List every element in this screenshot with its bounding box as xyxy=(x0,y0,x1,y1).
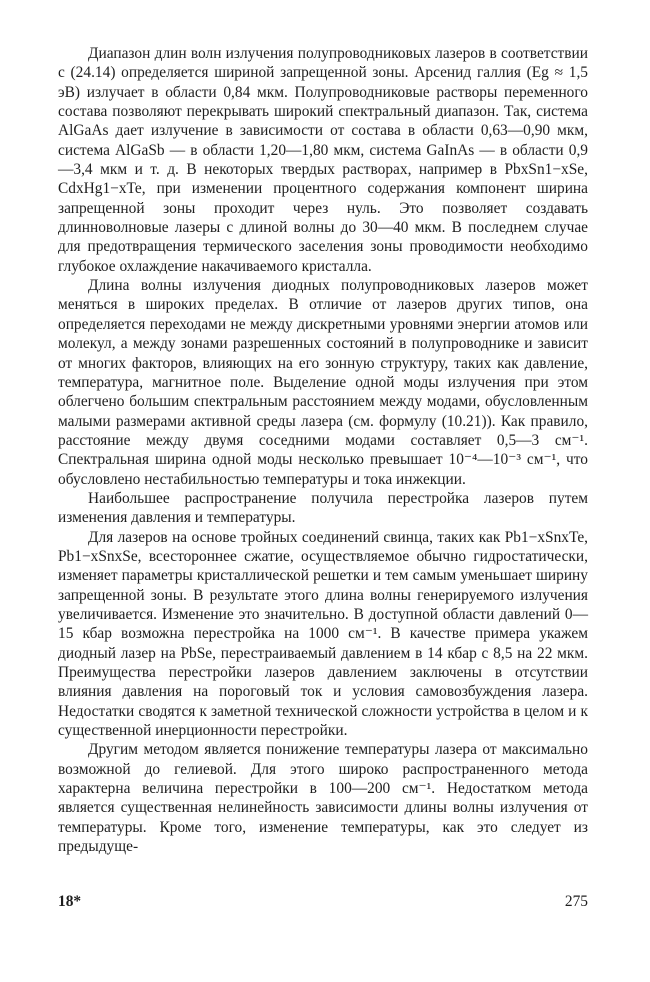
book-page xyxy=(58,44,588,964)
paragraph-temperature-tuning: Другим методом является понижение температуры лазера от максимально возможной до гелиевой. Для этого широко распространенного метода характерна величина перестройки в 100—200 см⁻¹. Недостатком метода является существенная нелинейность зависимости длины волны излучения от температуры. Кроме того, изменение температуры, как это следует из предыдуще- xyxy=(58,741,588,856)
page-footer xyxy=(58,892,588,912)
paragraph-pressure-tuning: Для лазеров на основе тройных соединений свинца, таких как Pb1−xSnxTe, Pb1−xSnxSe, всестороннее сжатие, осуществляемое обычно гидростатически, изменяет параметры кристаллической решетки и тем самым уменьшает ширину запрещенной зоны. В результате этого длина волны генерируемого излучения увеличивается. Изменение это значительно. В доступной области давлений 0—15 кбар возможна перестройка на 1000 см⁻¹. В качестве примера укажем диодный лазер на PbSe, перестраиваемый давлением в 14 кбар с 8,5 на 22 мкм. Преимущества перестройки лазеров давлением заключены в отсутствии влияния давления на пороговый ток и условия самовозбуждения лазера. Недостатки сводятся к заметной технической сложности устройства в целом и к существенной инерционности перестройки. xyxy=(58,528,588,740)
printer-signature: 18* xyxy=(58,893,82,910)
paragraph-diode-laser-wavelength: Длина волны излучения диодных полупроводниковых лазеров может меняться в широких пределах. В отличие от лазеров других типов, она определяется переходами не между дискретными уровнями энергии атомов или молекул, а между зонами разрешенных состояний в полупроводнике и зависит от многих факторов, влияющих на его зонную структуру, таких как давление, температура, магнитное поле. Выделение одной моды излучения при этом облегчено большим спектральным расстоянием между модами, обусловленным малыми размерами активной среды лазера (см. формулу (10.21)). Как правило, расстояние между двумя соседними модами составляет 0,5—3 см⁻¹. Спектральная ширина одной моды несколько превышает 10⁻⁴—10⁻³ см⁻¹, что обусловлено нестабильностью температуры и тока инжекции. xyxy=(58,277,588,488)
paragraph-tuning-methods: Наибольшее распространение получила перестройка лазеров путем изменения давления и температуры. xyxy=(58,489,588,527)
page-number: 275 xyxy=(564,893,588,910)
paragraph-wavelength-range: Диапазон длин волн излучения полупроводниковых лазеров в соответствии с (24.14) определяется шириной запрещенной зоны. Арсенид галлия (Eg ≈ 1,5 эВ) излучает в области 0,84 мкм. Полупроводниковые растворы переменного состава позволяют перекрывать широкий спектральный диапазон. Так, система AlGaAs дает излучение в зависимости от состава в области 0,63—0,90 мкм, система AlGaSb — в области 1,20—1,80 мкм, система GaInAs — в области 0,9—3,4 мкм и т. д. В некоторых твердых растворах, например в PbxSn1−xSe, CdxHg1−xTe, при изменении процентного содержания компонент ширина запрещенной зоны проходит через нуль. Это позволяет создавать длинноволновые лазеры с длиной волны до 30—40 мкм. В последнем случае для предотвращения термического заселения зоны проводимости необходимо глубокое охлаждение накачиваемого кристалла. xyxy=(58,45,588,275)
